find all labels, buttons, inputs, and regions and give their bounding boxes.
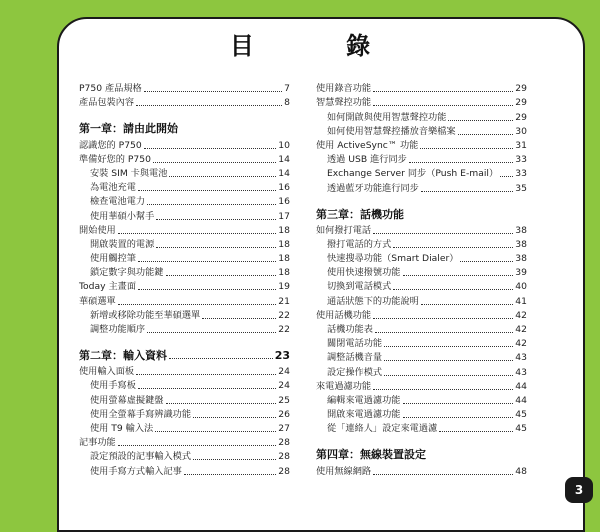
- toc-page-number: 42: [515, 338, 527, 350]
- toc-entry-label: 開啟來電過濾功能: [327, 409, 401, 421]
- toc-entry: [79, 152, 290, 166]
- toc-entry-label: 使用輸入面板: [79, 366, 135, 378]
- dot-leader: [448, 120, 513, 121]
- toc-entry-label: Exchange Server 同步（Push E-mail）: [327, 168, 499, 180]
- toc-subentry: [316, 109, 527, 123]
- toc-page-number: 33: [515, 168, 527, 180]
- toc-entry: [79, 95, 290, 109]
- toc-page-number: 16: [278, 196, 290, 208]
- dot-leader: [202, 318, 276, 319]
- toc-entry-label: 認識您的 P750: [79, 139, 142, 151]
- dot-leader: [193, 417, 276, 418]
- toc-entry-label: 設定操作模式: [327, 366, 383, 378]
- toc-entry-label: 切換到電話模式: [327, 281, 392, 293]
- dot-leader: [169, 176, 276, 177]
- toc-subentry: [79, 463, 290, 477]
- dot-leader: [153, 162, 276, 163]
- toc-page-number: 31: [515, 139, 527, 151]
- toc-page-number: 45: [515, 423, 527, 435]
- page-title: 目 錄: [229, 32, 413, 60]
- toc-page-number: 17: [278, 210, 290, 222]
- toc-page-number: 18: [278, 224, 290, 236]
- dot-leader: [421, 304, 513, 305]
- toc-entry: [79, 435, 290, 449]
- toc-entry-label: 智慧聲控功能: [316, 97, 372, 109]
- toc-subentry: [316, 322, 527, 336]
- toc-entry-label: 產品包裝內容: [79, 97, 135, 109]
- toc-entry-label: 使用華碩小幫手: [90, 210, 155, 222]
- toc-subentry: [316, 393, 527, 407]
- toc-page-number: 30: [515, 125, 527, 137]
- toc-entry-label: 設定預設的記事輸入模式: [90, 451, 192, 463]
- toc-subentry: [316, 350, 527, 364]
- dot-leader: [403, 275, 514, 276]
- toc-entry: [316, 223, 527, 237]
- toc-page-number: 14: [278, 153, 290, 165]
- dot-leader: [118, 233, 277, 234]
- toc-entry-label: 記事功能: [79, 437, 116, 449]
- toc-page-number: 16: [278, 182, 290, 194]
- dot-leader: [384, 346, 513, 347]
- dot-leader: [166, 275, 277, 276]
- toc-entry-label: 關閉電話功能: [327, 338, 383, 350]
- toc-page-number: 29: [515, 97, 527, 109]
- toc-entry-label: 透過藍牙功能進行同步: [327, 182, 419, 194]
- toc-page-number: 14: [278, 167, 290, 179]
- dot-leader: [184, 474, 276, 475]
- toc-entry: [79, 81, 290, 95]
- toc-page-number: 42: [515, 324, 527, 335]
- toc-subentry: [316, 407, 527, 421]
- dot-leader: [373, 318, 513, 319]
- toc-entry-label: 第二章：輸入資料: [79, 349, 167, 362]
- dot-leader: [458, 134, 514, 135]
- dot-leader: [166, 403, 277, 404]
- toc-entry: [79, 364, 290, 378]
- dot-leader: [118, 304, 277, 305]
- dot-leader: [393, 247, 513, 248]
- toc-entry-label: Today 主畫面: [79, 281, 137, 293]
- toc-page-number: 33: [515, 154, 527, 166]
- toc-page-number: 29: [515, 83, 527, 95]
- toc-subentry: [316, 265, 527, 279]
- toc-entry-label: 第一章：請由此開始: [79, 122, 178, 136]
- toc-entry: [316, 138, 527, 152]
- toc-subentry: [79, 407, 290, 421]
- toc-entry-label: 第四章：無線裝置設定: [316, 448, 426, 462]
- toc-page-number: 48: [515, 465, 527, 477]
- toc-page-number: 18: [278, 253, 290, 265]
- toc-page-number: 18: [278, 238, 290, 250]
- toc-subentry: [79, 378, 290, 392]
- toc-subentry: [316, 336, 527, 350]
- toc-page-number: 25: [278, 394, 290, 406]
- toc-left-column: [79, 81, 290, 478]
- toc-page-number: 24: [278, 380, 290, 392]
- toc-page-number: 19: [278, 281, 290, 293]
- toc-page-number: 43: [515, 366, 527, 378]
- toc-page-number: 29: [515, 111, 527, 123]
- toc-subentry: [79, 449, 290, 463]
- toc-subentry: [316, 421, 527, 435]
- toc-page-number: 44: [515, 394, 527, 406]
- toc-entry: [316, 463, 527, 477]
- toc-entry: [316, 95, 527, 109]
- toc-entry-label: 第三章：話機功能: [316, 207, 404, 221]
- toc-entry-label: 如何開啟與使用智慧聲控功能: [327, 111, 447, 123]
- toc-page-number: 40: [515, 281, 527, 293]
- dot-leader: [403, 403, 514, 404]
- toc-page-number: 44: [515, 380, 527, 392]
- dot-leader: [147, 332, 276, 333]
- dot-leader: [156, 219, 276, 220]
- toc-page-number: 22: [278, 324, 290, 335]
- dot-leader: [373, 105, 513, 106]
- toc-page-number: 24: [278, 366, 290, 378]
- toc-page-number: 28: [278, 451, 290, 463]
- toc-subentry: [316, 279, 527, 293]
- toc-page-number: 38: [515, 224, 527, 236]
- toc-entry-label: 來電過濾功能: [316, 380, 372, 392]
- toc-subentry: [316, 180, 527, 194]
- toc-right-column: [316, 81, 527, 478]
- toc-entry-label: 使用無線網路: [316, 465, 372, 477]
- toc-entry-label: 從「連絡人」設定來電過濾: [327, 423, 438, 435]
- toc-subentry: [79, 180, 290, 194]
- toc-page-number: 42: [515, 309, 527, 321]
- toc-subentry: [316, 152, 527, 166]
- toc-page-number: 22: [278, 309, 290, 321]
- dot-leader: [384, 360, 513, 361]
- toc-subentry: [79, 194, 290, 208]
- toc-entry-label: 編輯來電過濾功能: [327, 394, 401, 406]
- toc-page-number: 28: [278, 465, 290, 477]
- dot-leader: [460, 261, 513, 262]
- toc-entry-label: 調整話機音量: [327, 352, 383, 364]
- toc-entry-label: 開始使用: [79, 224, 116, 236]
- toc-subentry: [79, 208, 290, 222]
- toc-subentry: [79, 421, 290, 435]
- toc-entry-label: 使用 T9 輸入法: [90, 422, 154, 434]
- toc-subentry: [79, 265, 290, 279]
- dot-leader: [138, 261, 276, 262]
- toc-page-number: 45: [515, 409, 527, 421]
- toc-page-number: 39: [515, 267, 527, 279]
- toc-page-number: 8: [284, 97, 290, 109]
- toc-entry-label: 透過 USB 進行同步: [327, 154, 407, 166]
- toc-entry: [316, 308, 527, 322]
- dot-leader: [193, 459, 276, 460]
- toc-entry-label: 開啟裝置的電源: [90, 238, 155, 250]
- toc-entry-label: 檢查電池電力: [90, 196, 146, 208]
- dot-leader: [136, 105, 282, 106]
- toc-entry-label: P750 產品規格: [79, 83, 142, 95]
- toc-entry-label: 使用快速撥號功能: [327, 267, 401, 279]
- dot-leader: [393, 289, 513, 290]
- dot-leader: [136, 374, 276, 375]
- toc-page-number: 23: [274, 349, 290, 362]
- toc-entry-label: 新增或移除功能至華碩選單: [90, 309, 201, 321]
- toc-chapter-heading: [79, 116, 290, 135]
- toc-subentry: [316, 166, 527, 180]
- toc-entry-label: 使用錄音功能: [316, 83, 372, 95]
- toc-subentry: [316, 251, 527, 265]
- dot-leader: [373, 474, 513, 475]
- toc-entry: [79, 223, 290, 237]
- toc-subentry: [79, 322, 290, 336]
- toc-page-number: 38: [515, 253, 527, 265]
- page-number-badge: 3: [565, 477, 593, 503]
- toc-entry-label: 調整功能順序: [90, 324, 146, 335]
- toc-page-number: 41: [515, 295, 527, 307]
- dot-leader: [144, 91, 282, 92]
- dot-leader: [156, 247, 276, 248]
- toc-subentry: [79, 237, 290, 251]
- toc-chapter-heading: [316, 442, 527, 461]
- dot-leader: [500, 176, 513, 177]
- dot-leader: [144, 148, 277, 149]
- toc-entry-label: 使用手寫板: [90, 380, 136, 392]
- toc-page-number: 26: [278, 408, 290, 420]
- toc-subentry: [79, 251, 290, 265]
- dot-leader: [169, 358, 273, 359]
- toc-entry-label: 使用觸控筆: [90, 253, 136, 265]
- dot-leader: [118, 445, 277, 446]
- dot-leader: [384, 375, 513, 376]
- toc-entry-label: 如何撥打電話: [316, 224, 372, 236]
- toc-page-number: 7: [284, 83, 290, 95]
- dot-leader: [373, 389, 513, 390]
- toc-entry-label: 撥打電話的方式: [327, 238, 392, 250]
- dot-leader: [420, 148, 513, 149]
- toc-entry-label: 快速搜尋功能（Smart Dialer）: [327, 253, 459, 265]
- toc-page-number: 43: [515, 352, 527, 364]
- toc-subentry: [316, 293, 527, 307]
- dot-leader: [409, 162, 513, 163]
- toc-chapter-heading: [316, 202, 527, 221]
- toc-entry-label: 準備好您的 P750: [79, 153, 151, 165]
- toc-entry-label: 通話狀態下的功能說明: [327, 295, 419, 307]
- toc-entry-label: 華碩選單: [79, 295, 116, 307]
- dot-leader: [155, 431, 276, 432]
- dot-leader: [375, 332, 513, 333]
- toc-entry: [316, 81, 527, 95]
- toc-entry: [79, 279, 290, 293]
- toc-page-number: 35: [515, 182, 527, 194]
- toc-chapter-heading: [79, 343, 290, 362]
- dot-leader: [439, 431, 513, 432]
- dot-leader: [147, 204, 276, 205]
- toc-subentry: [79, 308, 290, 322]
- dot-leader: [373, 233, 513, 234]
- toc-subentry: [79, 392, 290, 406]
- toc-page-number: 27: [278, 422, 290, 434]
- toc-entry-label: 話機功能表: [327, 324, 373, 335]
- toc-entry-label: 安裝 SIM 卡與電池: [90, 167, 168, 179]
- toc-page-number: 21: [278, 295, 290, 307]
- toc-entry-label: 鎖定數字與功能鍵: [90, 267, 164, 279]
- toc-entry-label: 為電池充電: [90, 182, 136, 194]
- dot-leader: [138, 388, 276, 389]
- toc-entry-label: 使用螢幕虛擬鍵盤: [90, 394, 164, 406]
- toc-entry-label: 使用全螢幕手寫辨識功能: [90, 408, 192, 420]
- toc-entry-label: 使用手寫方式輸入記事: [90, 465, 182, 477]
- toc-entry: [79, 293, 290, 307]
- toc-entry: [316, 379, 527, 393]
- dot-leader: [403, 417, 514, 418]
- dot-leader: [373, 91, 513, 92]
- toc-page-number: 10: [278, 139, 290, 151]
- toc-page-number: 38: [515, 238, 527, 250]
- toc-subentry: [316, 124, 527, 138]
- toc-subentry: [316, 237, 527, 251]
- toc-entry-label: 使用 ActiveSync™ 功能: [316, 139, 419, 151]
- toc-entry-label: 使用話機功能: [316, 309, 372, 321]
- toc-entry-label: 如何使用智慧聲控播放音樂檔案: [327, 125, 456, 137]
- dot-leader: [421, 191, 513, 192]
- toc-subentry: [316, 364, 527, 378]
- toc-page-number: 28: [278, 437, 290, 449]
- dot-leader: [138, 289, 276, 290]
- toc-page-number: 18: [278, 267, 290, 279]
- dot-leader: [138, 190, 276, 191]
- toc-subentry: [79, 166, 290, 180]
- toc-entry: [79, 137, 290, 151]
